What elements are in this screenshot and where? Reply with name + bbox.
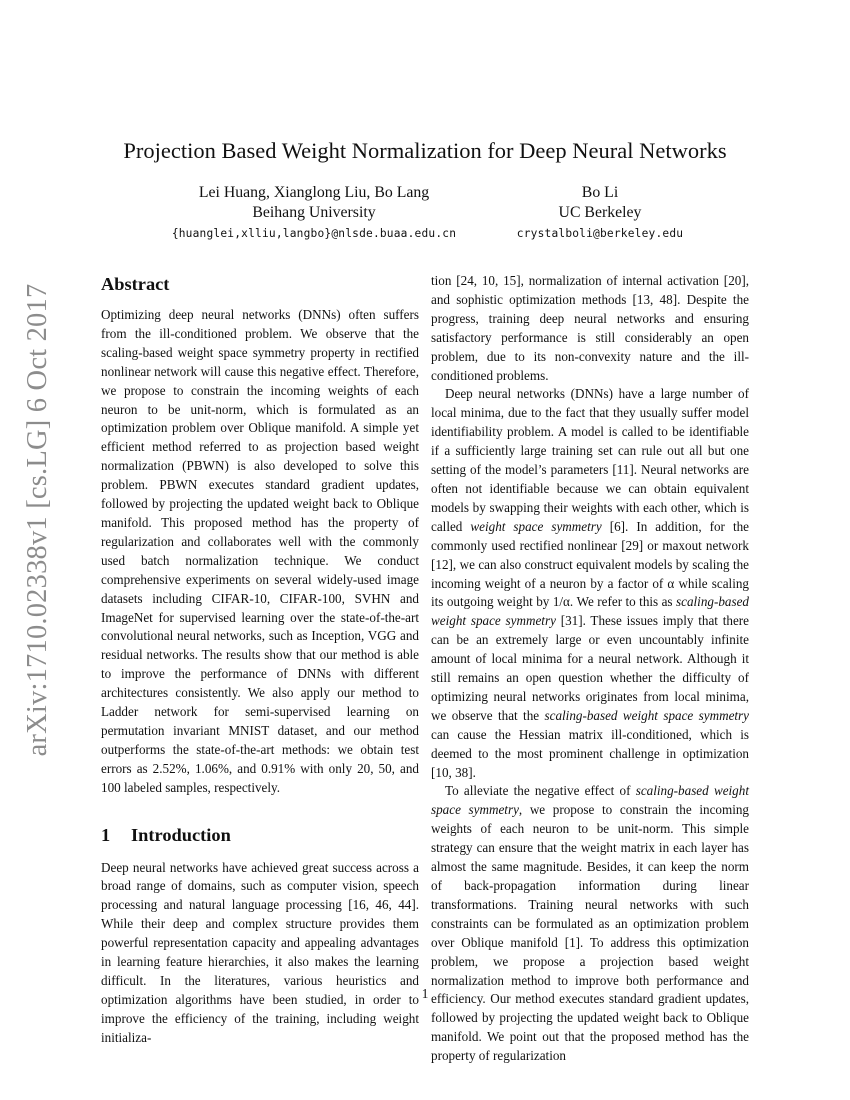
left-column bbox=[101, 268, 419, 1048]
author-block-berkeley bbox=[492, 183, 708, 245]
author-email: {huanglei,xlliu,langbo}@nlsde.buaa.edu.cn bbox=[171, 227, 457, 240]
emphasis-term: scaling-based weight space symmetry bbox=[544, 707, 749, 723]
section-title: Introduction bbox=[131, 824, 231, 845]
intro-paragraph-3 bbox=[431, 782, 749, 1066]
author-names: Bo Li bbox=[581, 184, 619, 201]
page-number: 1 bbox=[421, 986, 429, 1001]
emphasis-term: weight space symmetry bbox=[470, 518, 602, 534]
section-number: 1 bbox=[101, 824, 111, 845]
paper-title: Projection Based Weight Normalization for Deep Neural Networks bbox=[123, 138, 727, 163]
introduction-heading bbox=[101, 819, 419, 851]
emphasis-term: scaling-based weight space symmetry bbox=[431, 783, 749, 818]
paragraph-text: [6]. In addition, for the commonly used rectified nonlinear [29] or maxout network [12], we can also construct equivalent models by scaling the incoming weight of a neuron by a factor of α while scaling its outgoing weight by 1/α. We refer to this as bbox=[431, 518, 749, 610]
paragraph-text: [31]. These issues imply that there can be an extremely large or even uncountably infinite amount of local minima for a neural network. Although it still remains an open question whether the difficulty of optimizing neural networks originates from local minima, we observe that the bbox=[431, 613, 749, 723]
emphasis-term: scaling-based weight space symmetry bbox=[431, 594, 749, 629]
author-email: crystalboli@berkeley.edu bbox=[516, 227, 684, 240]
abstract-text: Optimizing deep neural networks (DNNs) often suffers from the ill-conditioned problem. We observe that the scaling-based weight space symmetry property in rectified nonlinear network will cause this negative effect. Therefore, we propose to constrain the incoming weights of each neuron to be unit-norm, which is formulated as an optimization problem over Oblique manifold. A simple yet efficient method referred to as projection based weight normalization (PBWN) is also developed to solve this problem. PBWN executes standard gradient updates, followed by projecting the updated weight back to Oblique manifold. This proposed method has the property of regularization and collaborates well with the commonly used batch normalization technique. We conduct comprehensive experiments on several widely-used image datasets including CIFAR-10, CIFAR-100, SVHN and ImageNet for supervised learning over the state-of-the-art convolutional neural networks, such as Inception, VGG and residual networks. The results show that our method is able to improve the performance of DNNs with different architectures consistently. We also apply our method to Ladder network for semi-supervised learning on permutation invariant MNIST dataset, and our method outperforms the state-of-the-art methods: we obtain test errors as 2.52%, 1.06%, and 0.91% with only 20, 50, and 100 labeled samples, respectively. bbox=[101, 307, 419, 795]
paragraph-text: , we propose to constrain the incoming weights of each neuron to be unit-norm. This simple strategy can ensure that the weight matrix in each layer has almost the same magnitude. Besides, it can keep the norm of back-propagation information during linear transformations. Training neural networks with such constraints can be formulated as an optimization problem over Oblique manifold [1]. To address this optimization problem, we propose a projection based weight normalization method to improve both performance and efficiency. Our method executes standard gradient updates, followed by projecting the updated weight back to Oblique manifold. We point out that the proposed method has the property of regularization bbox=[431, 802, 749, 1064]
paragraph-text: can cause the Hessian matrix ill-conditioned, which is deemed to the most prominent challenge in optimization [10, 38]. bbox=[431, 726, 749, 780]
paragraph-text: To alleviate the negative effect of bbox=[445, 783, 636, 799]
intro-paragraph-2 bbox=[431, 385, 749, 782]
abstract-heading: Abstract bbox=[101, 274, 170, 294]
author-affiliation: Beihang University bbox=[252, 204, 376, 221]
author-block-beihang bbox=[150, 183, 478, 245]
right-column bbox=[431, 272, 749, 1066]
arxiv-identifier-text: arXiv:1710.02338v1 [cs.LG] 6 Oct 2017 bbox=[22, 283, 53, 757]
paragraph-text: Deep neural networks (DNNs) have a large number of local minima, due to the fact that they usually suffer model identifiability problem. A model is called to be identifiable if a sufficiently large training set can rule out all but one setting of the model’s parameters [11]. Neural networks are often not identifiable because we can obtain equivalent models by swapping their weights with each other, which is called bbox=[431, 386, 749, 534]
author-affiliation: UC Berkeley bbox=[558, 204, 642, 221]
author-names: Lei Huang, Xianglong Liu, Bo Lang bbox=[198, 184, 430, 201]
arxiv-identifier-stamp bbox=[18, 283, 58, 757]
intro-paragraph-1-continued: tion [24, 10, 15], normalization of internal activation [20], and sophistic optimization methods [13, 48]. Despite the progress, training deep neural networks and ensuring satisfactory performance is still considerably an open problem, due to its non-convexity nature and the ill-conditioned problems. bbox=[431, 273, 749, 383]
intro-paragraph-1: Deep neural networks have achieved great success across a broad range of domains, such as computer vision, speech processing and natural language processing [16, 46, 44]. While their deep and complex structure provides them powerful representation capacity and appealing advantages in learning feature hierarchies, it also makes the learning difficult. In the literatures, various heuristics and optimization algorithms have been studied, in order to improve the efficiency of the training, including weight initializa- bbox=[101, 859, 419, 1045]
